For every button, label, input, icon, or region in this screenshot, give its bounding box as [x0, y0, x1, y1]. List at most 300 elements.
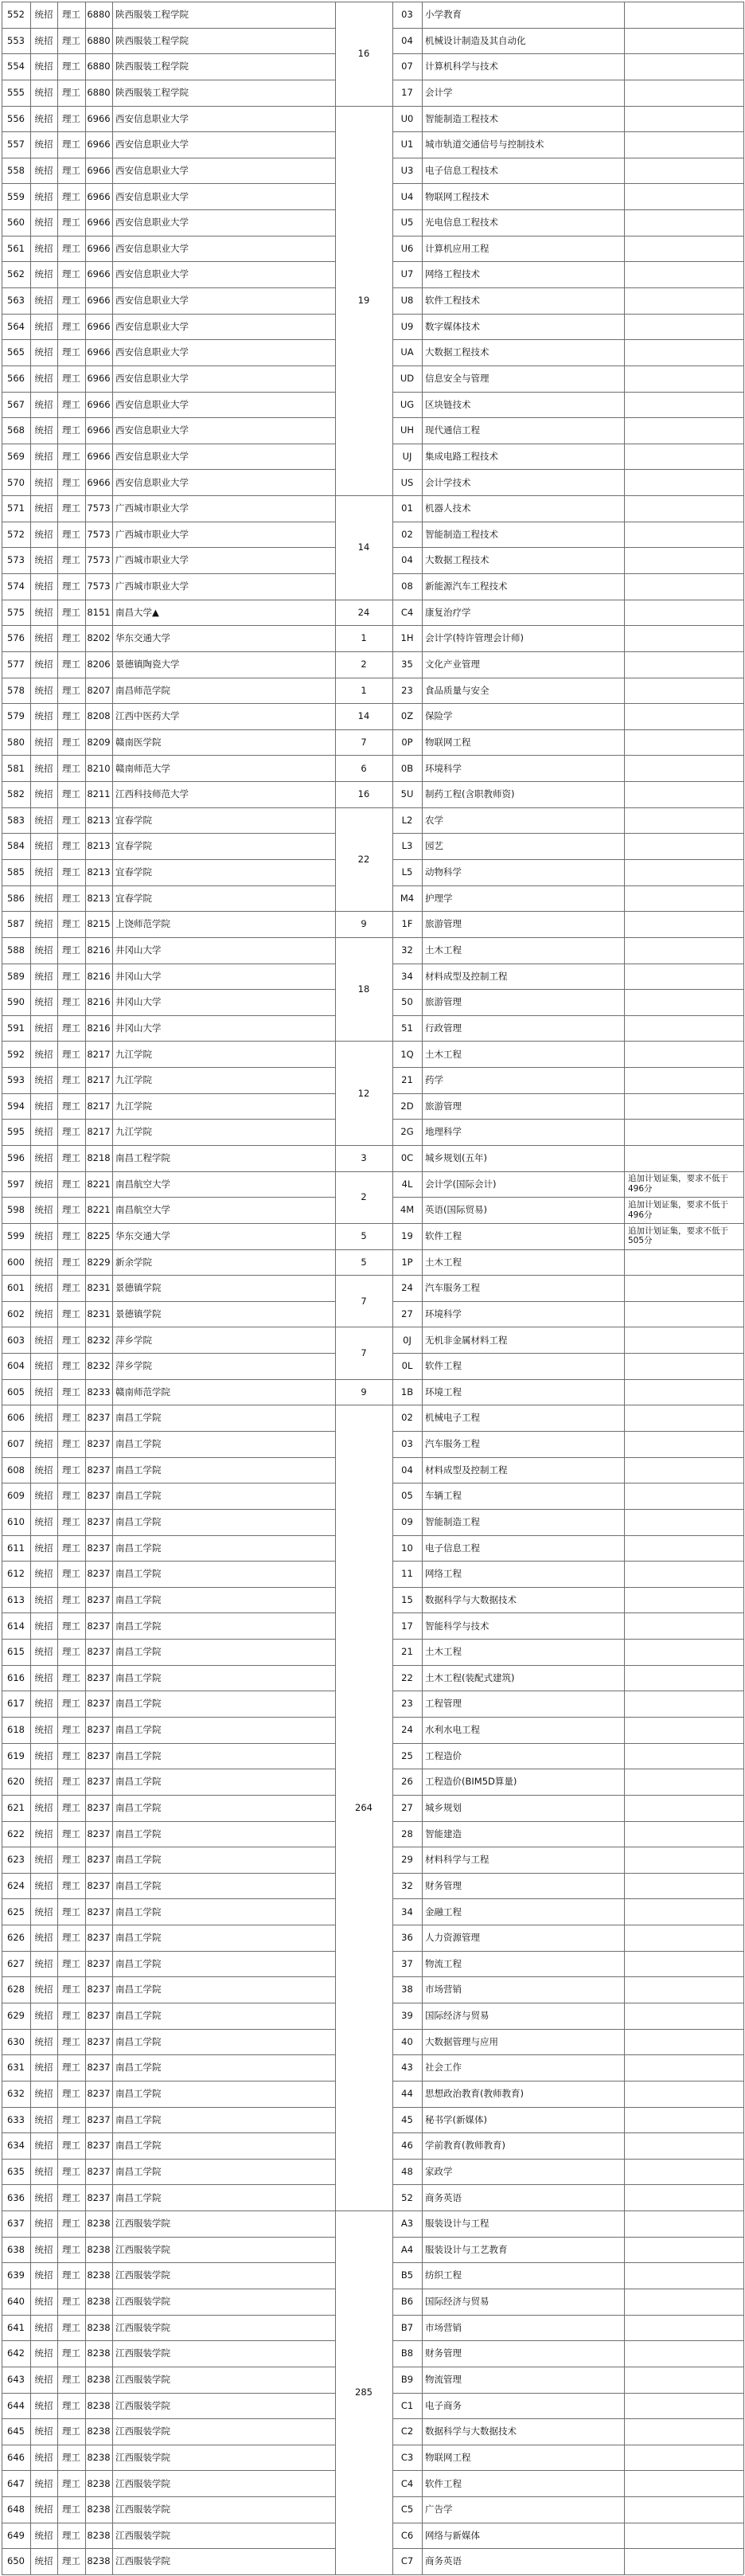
major-code: 38	[401, 1984, 413, 1996]
enroll-type: 统招	[34, 1464, 53, 1476]
major-code: 04	[401, 1464, 413, 1476]
row-index: 569	[7, 450, 25, 462]
row-border	[2, 417, 335, 418]
school-name: 华东交通大学	[115, 1230, 170, 1242]
school-name: 南昌工学院	[115, 1957, 162, 1969]
school-code: 8237	[87, 1464, 111, 1476]
subject-category: 理工	[62, 788, 80, 800]
enroll-type: 统招	[34, 2451, 53, 2463]
row-index: 593	[7, 1074, 25, 1086]
enroll-type: 统招	[34, 1776, 53, 1788]
major-name: 土木工程	[425, 1256, 462, 1268]
school-code: 8237	[87, 2010, 111, 2022]
school-code: 8217	[87, 1126, 111, 1138]
row-index: 647	[7, 2477, 25, 2489]
school-name: 南昌工学院	[115, 1984, 162, 1996]
major-name: 智能制造工程	[425, 1516, 480, 1528]
remark	[624, 495, 743, 522]
row-border	[392, 28, 743, 29]
row-border	[2, 1535, 335, 1536]
major-name: 护理学	[425, 892, 453, 904]
major-name: 智能建造	[425, 1827, 462, 1839]
school-code: 8202	[87, 632, 111, 644]
major-code: 44	[401, 2088, 413, 2100]
row-border	[392, 2132, 743, 2133]
school-name: 西安信息职业大学	[115, 242, 189, 254]
subject-category: 理工	[62, 1464, 80, 1476]
school-name: 陕西服装工程学院	[115, 34, 189, 46]
row-index: 645	[7, 2426, 25, 2437]
school-name: 西安信息职业大学	[115, 164, 189, 176]
row-border	[2, 53, 335, 54]
school-code: 8238	[87, 2504, 111, 2515]
school-name: 南昌工学院	[115, 1749, 162, 1761]
enroll-type: 统招	[34, 2269, 53, 2281]
school-code: 6966	[87, 190, 111, 202]
major-name: 计算机科学与技术	[425, 61, 498, 72]
remark	[624, 651, 743, 678]
row-index: 628	[7, 1984, 25, 1996]
major-name: 电子信息工程技术	[425, 164, 498, 176]
remark	[624, 444, 743, 470]
subject-category: 理工	[62, 1438, 80, 1450]
school-code: 8217	[87, 1074, 111, 1086]
school-code: 8237	[87, 1932, 111, 1944]
subject-category: 理工	[62, 1802, 80, 1814]
major-code: 27	[401, 1802, 413, 1814]
remark	[624, 1119, 743, 1145]
major-code: 0C	[400, 1152, 414, 1164]
major-name: 软件工程	[425, 1360, 462, 1372]
major-code: M4	[400, 892, 415, 904]
subject-category: 理工	[62, 659, 80, 670]
major-code: 11	[401, 1568, 413, 1580]
row-border	[2, 859, 335, 860]
school-code: 8237	[87, 1957, 111, 1969]
major-name: 智能科学与技术	[425, 1620, 490, 1632]
major-code: U1	[400, 139, 414, 150]
subject-category: 理工	[62, 2140, 80, 2152]
major-code: 4L	[401, 1178, 413, 1190]
school-name: 江西服装学院	[115, 2426, 170, 2437]
school-name: 陕西服装工程学院	[115, 61, 189, 72]
row-border	[392, 2340, 743, 2341]
row-index: 650	[7, 2555, 25, 2567]
school-code: 8237	[87, 1724, 111, 1736]
major-name: 广告学	[425, 2504, 453, 2515]
row-border	[392, 2107, 743, 2108]
school-name: 井冈山大学	[115, 970, 162, 982]
remark	[624, 261, 743, 287]
school-code: 6966	[87, 373, 111, 385]
major-code: 0L	[401, 1360, 413, 1372]
major-name: 软件工程	[425, 1230, 462, 1242]
major-code: 21	[401, 1074, 413, 1086]
row-border	[2, 2262, 335, 2263]
school-name: 南昌工学院	[115, 2062, 162, 2074]
major-code: UJ	[402, 450, 412, 462]
school-name: 广西城市职业大学	[115, 502, 189, 514]
major-name: 计算机应用工程	[425, 242, 490, 254]
major-code: C1	[400, 2399, 414, 2411]
school-name: 南昌工学院	[115, 2113, 162, 2125]
enroll-type: 统招	[34, 736, 53, 748]
major-name: 现代通信工程	[425, 424, 480, 436]
major-name: 大数据工程技术	[425, 346, 490, 358]
school-code: 8238	[87, 2347, 111, 2359]
major-name: 土木工程(装配式建筑)	[425, 1671, 515, 1683]
subject-category: 理工	[62, 1360, 80, 1372]
row-index: 611	[7, 1542, 25, 1554]
column-border	[743, 2, 744, 2574]
school-name: 南昌工学院	[115, 1593, 162, 1605]
school-name: 井冈山大学	[115, 944, 162, 956]
major-name: 国际经济与贸易	[425, 2296, 490, 2308]
enroll-type: 统招	[34, 970, 53, 982]
major-code: 0B	[400, 762, 414, 774]
remark	[624, 1249, 743, 1276]
subject-category: 理工	[62, 1906, 80, 1917]
major-name: 物流工程	[425, 1957, 462, 1969]
major-name: 工程造价	[425, 1749, 462, 1761]
major-code: B7	[400, 2321, 414, 2333]
major-name: 车辆工程	[425, 1490, 462, 1502]
remark	[624, 469, 743, 495]
school-code: 6966	[87, 346, 111, 358]
plan-count: 1	[361, 632, 367, 644]
school-code: 8237	[87, 1802, 111, 1814]
enroll-type: 统招	[34, 34, 53, 46]
school-name: 西安信息职业大学	[115, 398, 189, 410]
subject-category: 理工	[62, 2504, 80, 2515]
major-name: 材料科学与工程	[425, 1854, 490, 1866]
remark	[624, 859, 743, 885]
enroll-type: 统招	[34, 1906, 53, 1917]
row-index: 566	[7, 373, 25, 385]
school-code: 8209	[87, 736, 111, 748]
remark	[624, 1976, 743, 2003]
school-code: 8238	[87, 2269, 111, 2281]
row-index: 563	[7, 295, 25, 307]
row-border	[392, 1873, 743, 1874]
row-index: 583	[7, 814, 25, 826]
row-index: 592	[7, 1048, 25, 1060]
major-code: 05	[401, 1490, 413, 1502]
subject-category: 理工	[62, 1646, 80, 1658]
school-code: 6966	[87, 217, 111, 229]
subject-category: 理工	[62, 1126, 80, 1138]
school-name: 江西服装学院	[115, 2243, 170, 2255]
school-code: 6880	[87, 87, 111, 99]
plan-count: 7	[361, 736, 367, 748]
row-border	[392, 417, 743, 418]
row-border	[2, 2132, 335, 2133]
major-code: 22	[401, 1671, 413, 1683]
subject-category: 理工	[62, 1516, 80, 1528]
school-name: 江西服装学院	[115, 2451, 170, 2463]
row-index: 627	[7, 1957, 25, 1969]
subject-category: 理工	[62, 840, 80, 852]
school-code: 6966	[87, 476, 111, 488]
remark	[624, 2340, 743, 2367]
major-name: 无机非金属材料工程	[425, 1334, 508, 1346]
row-border	[2, 1743, 335, 1744]
major-code: 37	[401, 1957, 413, 1969]
school-name: 九江学院	[115, 1126, 152, 1138]
major-code: U3	[400, 164, 414, 176]
row-index: 591	[7, 1022, 25, 1034]
school-code: 8238	[87, 2321, 111, 2333]
subject-category: 理工	[62, 424, 80, 436]
remark	[624, 573, 743, 600]
school-code: 8217	[87, 1100, 111, 1112]
school-name: 南昌工学院	[115, 1827, 162, 1839]
school-name: 南昌师范学院	[115, 684, 170, 696]
subject-category: 理工	[62, 139, 80, 150]
major-code: 01	[401, 502, 413, 514]
enroll-type: 统招	[34, 1412, 53, 1424]
row-index: 589	[7, 970, 25, 982]
plan-count: 2	[361, 659, 367, 670]
school-name: 南昌工学院	[115, 1438, 162, 1450]
enroll-type: 统招	[34, 2504, 53, 2515]
school-name: 南昌工学院	[115, 1698, 162, 1710]
school-code: 8225	[87, 1230, 111, 1242]
row-border	[392, 1976, 743, 1977]
row-index: 622	[7, 1827, 25, 1839]
major-code: UH	[400, 424, 415, 436]
remark	[624, 2262, 743, 2289]
enroll-type: 统招	[34, 1542, 53, 1554]
enroll-type: 统招	[34, 1749, 53, 1761]
plan-count: 18	[357, 983, 370, 995]
school-name: 景德镇陶瓷大学	[115, 659, 180, 670]
school-name: 南昌工学院	[115, 1490, 162, 1502]
remark	[624, 28, 743, 54]
enroll-type: 统招	[34, 1593, 53, 1605]
subject-category: 理工	[62, 892, 80, 904]
school-name: 江西服装学院	[115, 2296, 170, 2308]
school-code: 8237	[87, 1438, 111, 1450]
school-name: 江西服装学院	[115, 2399, 170, 2411]
row-border	[392, 1665, 743, 1666]
school-name: 陕西服装工程学院	[115, 87, 189, 99]
row-border	[392, 547, 743, 548]
row-border	[392, 209, 743, 210]
row-border	[2, 1561, 335, 1562]
row-border	[2, 261, 335, 262]
school-code: 8238	[87, 2399, 111, 2411]
major-code: 46	[401, 2140, 413, 2152]
enroll-type: 统招	[34, 788, 53, 800]
school-name: 西安信息职业大学	[115, 217, 189, 229]
major-name: 秘书学(新媒体)	[425, 2113, 487, 2125]
school-code: 8237	[87, 1593, 111, 1605]
school-code: 6966	[87, 139, 111, 150]
plan-count: 264	[355, 1802, 372, 1814]
major-code: C3	[400, 2451, 414, 2463]
school-code: 8238	[87, 2451, 111, 2463]
enroll-type: 统招	[34, 87, 53, 99]
remark	[624, 2237, 743, 2263]
major-name: 地理科学	[425, 1126, 462, 1138]
row-index: 646	[7, 2451, 25, 2463]
major-name: 人力资源管理	[425, 1932, 480, 1944]
remark	[624, 625, 743, 651]
row-border	[392, 365, 743, 366]
major-code: US	[400, 476, 414, 488]
school-name: 赣南师范大学	[115, 762, 170, 774]
row-border	[2, 1717, 335, 1718]
school-name: 江西服装学院	[115, 2477, 170, 2489]
row-border	[2, 547, 335, 548]
remark	[624, 2054, 743, 2081]
row-border	[2, 1976, 335, 1977]
row-border	[392, 2054, 743, 2055]
school-name: 西安信息职业大学	[115, 320, 189, 332]
remark	[624, 2029, 743, 2055]
row-border	[392, 1717, 743, 1718]
major-code: 04	[401, 34, 413, 46]
row-border	[2, 2184, 335, 2185]
subject-category: 理工	[62, 1204, 80, 1216]
remark	[624, 1821, 743, 1847]
enroll-type: 统招	[34, 2426, 53, 2437]
row-border	[392, 2184, 743, 2185]
major-code: 0P	[401, 736, 413, 748]
row-index: 597	[7, 1178, 25, 1190]
school-name: 井冈山大学	[115, 996, 162, 1008]
row-border	[392, 1612, 743, 1613]
subject-category: 理工	[62, 736, 80, 748]
school-code: 8237	[87, 1671, 111, 1683]
enroll-type: 统招	[34, 2035, 53, 2047]
remark	[624, 755, 743, 781]
major-name: 会计学(特许管理会计师)	[425, 632, 524, 644]
remark: 追加计划证集，要求不低于496分	[628, 1199, 728, 1220]
major-name: 保险学	[425, 710, 453, 722]
major-name: 物联网工程	[425, 2451, 471, 2463]
major-code: C7	[400, 2555, 414, 2567]
row-border	[2, 2574, 743, 2575]
row-border	[2, 1431, 335, 1432]
school-code: 8238	[87, 2426, 111, 2437]
school-code: 8213	[87, 866, 111, 878]
subject-category: 理工	[62, 2218, 80, 2230]
enroll-type: 统招	[34, 1230, 53, 1242]
row-index: 570	[7, 476, 25, 488]
major-name: 服装设计与工艺教育	[425, 2243, 508, 2255]
remark	[624, 522, 743, 548]
school-code: 8238	[87, 2243, 111, 2255]
row-border	[2, 2496, 335, 2497]
school-name: 赣南医学院	[115, 736, 162, 748]
major-code: 0Z	[400, 710, 414, 722]
row-border	[392, 1743, 743, 1744]
row-index: 582	[7, 788, 25, 800]
school-name: 江西中医药大学	[115, 710, 180, 722]
remark	[624, 2393, 743, 2419]
enroll-type: 统招	[34, 632, 53, 644]
row-border	[2, 1898, 335, 1899]
enroll-type: 统招	[34, 346, 53, 358]
school-name: 南昌工程学院	[115, 1152, 170, 1164]
row-border	[2, 1665, 335, 1666]
major-name: 金融工程	[425, 1906, 462, 1917]
school-code: 6966	[87, 164, 111, 176]
school-code: 8237	[87, 2140, 111, 2152]
major-code: 09	[401, 1516, 413, 1528]
school-name: 南昌工学院	[115, 1671, 162, 1683]
school-code: 8238	[87, 2296, 111, 2308]
school-code: 8206	[87, 659, 111, 670]
row-index: 601	[7, 1282, 25, 1294]
row-border	[2, 1353, 335, 1354]
column-border	[422, 2, 423, 2574]
enroll-type: 统招	[34, 1022, 53, 1034]
school-code: 8237	[87, 1542, 111, 1554]
major-code: A4	[400, 2243, 414, 2255]
remark	[624, 807, 743, 834]
school-code: 8218	[87, 1152, 111, 1164]
enroll-type: 统招	[34, 580, 53, 592]
row-index: 615	[7, 1646, 25, 1658]
major-name: 环境科学	[425, 762, 462, 774]
school-code: 8238	[87, 2477, 111, 2489]
row-border	[2, 1301, 335, 1302]
remark	[624, 2184, 743, 2211]
major-code: UG	[400, 398, 415, 410]
school-name: 萍乡学院	[115, 1360, 152, 1372]
subject-category: 理工	[62, 295, 80, 307]
enroll-type: 统招	[34, 866, 53, 878]
remark	[624, 1561, 743, 1587]
row-index: 554	[7, 61, 25, 72]
school-code: 8221	[87, 1204, 111, 1216]
school-name: 上饶师范学院	[115, 918, 170, 930]
subject-category: 理工	[62, 2555, 80, 2567]
school-name: 南昌工学院	[115, 1724, 162, 1736]
school-name: 江西服装学院	[115, 2218, 170, 2230]
enroll-type: 统招	[34, 2321, 53, 2333]
major-code: 03	[401, 9, 413, 21]
row-border	[392, 1457, 743, 1458]
school-name: 宜春学院	[115, 892, 152, 904]
major-code: 10	[401, 1542, 413, 1554]
major-code: 23	[401, 1698, 413, 1710]
row-border	[2, 833, 335, 834]
enroll-type: 统招	[34, 112, 53, 124]
plan-count: 24	[357, 606, 370, 618]
row-index: 609	[7, 1490, 25, 1502]
school-code: 8237	[87, 1516, 111, 1528]
row-index: 649	[7, 2529, 25, 2541]
row-border	[2, 339, 335, 340]
remark	[624, 600, 743, 626]
row-index: 638	[7, 2243, 25, 2255]
major-code: A3	[400, 2218, 414, 2230]
row-index: 562	[7, 268, 25, 280]
subject-category: 理工	[62, 1827, 80, 1839]
school-name: 陕西服装工程学院	[115, 9, 189, 21]
subject-category: 理工	[62, 2374, 80, 2386]
row-index: 629	[7, 2010, 25, 2022]
major-code: U7	[400, 268, 414, 280]
school-code: 8237	[87, 1776, 111, 1788]
major-name: 城乡规划	[425, 1802, 462, 1814]
remark	[624, 1847, 743, 1873]
subject-category: 理工	[62, 1724, 80, 1736]
